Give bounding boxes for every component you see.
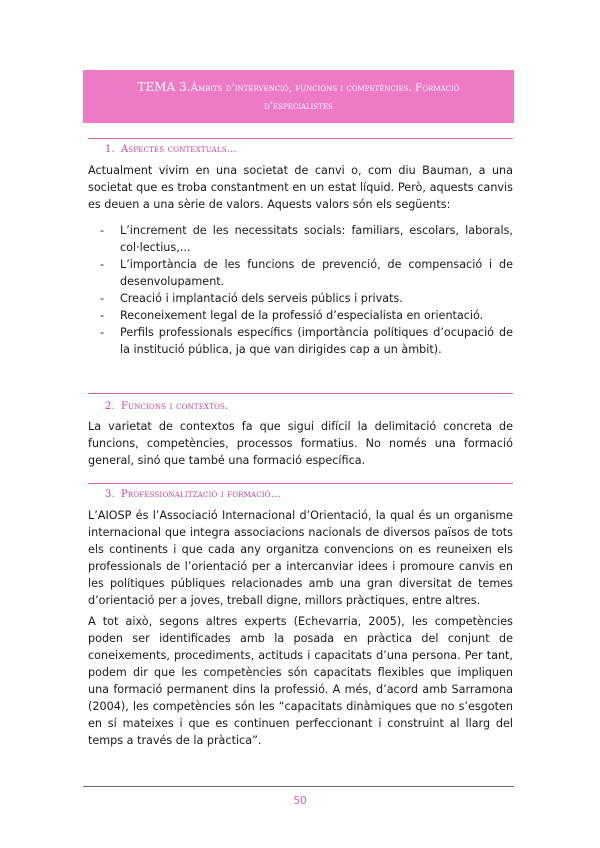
section-2-paragraph: La varietat de contextos fa que sigui difícil la delimitació concreta de funcions, competències, processos formatius. No només una formació general, sinó que també una formació específica.: [88, 420, 513, 467]
section-1-title: Aspectes contextuals…: [120, 144, 237, 155]
list-dash: -: [100, 326, 105, 339]
section-3-rule: [88, 483, 513, 484]
footer-rule: [83, 786, 514, 787]
section-3-title: Professionalització i formació…: [120, 489, 281, 500]
section-2-rule: [88, 393, 513, 394]
section-2-heading: [105, 401, 228, 412]
list-item: - L’increment de les necessitats socials: familiars, escolars, laborals, col·lectius,...: [100, 224, 513, 254]
section-1-rule: [88, 138, 513, 139]
section-3-number: 3.: [105, 489, 115, 500]
section-2-title: Funcions i contextos.: [120, 401, 229, 412]
section-3-heading: [105, 489, 281, 500]
chapter-title-line-1: [83, 78, 514, 97]
section-3-paragraph-1: L’AIOSP és l’Associació Internacional d’Orientació, la qual és un organisme internacional que integra associacions nacionals de diversos països de tots els continents i que cada any organitza convencions on es reuneixen els professionals de l’orientació per a intercanviar idees i promoure canvis en les polítiques públiques relacionades amb una gran diversitat de temes d’orientació per a joves, treball digne, millors pràctiques, entre altres.: [88, 509, 513, 607]
chapter-title-banner: [83, 70, 514, 123]
list-dash: -: [100, 224, 105, 237]
list-item: - Reconeixement legal de la professió d’especialista en orientació.: [100, 309, 484, 322]
intro-paragraph: Actualment vivim en una societat de canvi o, com diu Bauman, a una societat que es troba constantment en un estat líquid. Però, aquests canvis es deuen a una sèrie de valors. Aquests valors són els següents:: [88, 164, 513, 211]
values-list: [100, 222, 513, 358]
list-item: - Perfils professionals específics (importància polítiques d’ocupació de la institució pública, ja que van dirigides cap a un àmbit).: [100, 326, 513, 356]
chapter-title-line-2: d’especialistes: [264, 100, 333, 112]
list-dash: -: [100, 309, 105, 322]
list-item: - L’importància de les funcions de prevenció, de compensació i de desenvolupament.: [100, 258, 513, 288]
chapter-title-text: Àmbits d’intervenció, funcions i competències. Formació: [190, 82, 460, 94]
list-dash: -: [100, 292, 105, 305]
list-item: - Creació i implantació dels serveis públics i privats.: [100, 292, 403, 305]
section-1-heading: [105, 144, 237, 155]
chapter-number: TEMA 3.: [137, 80, 191, 94]
section-2-number: 2.: [105, 401, 115, 412]
list-dash: -: [100, 258, 105, 271]
page-number: 50: [293, 795, 307, 807]
section-1-number: 1.: [105, 144, 115, 155]
section-3-paragraph-2: A tot això, segons altres experts (Echevarria, 2005), les competències poden ser identificades amb la posada en pràctica del conjunt de coneixements, procediments, actituds i capacitats d’una persona. Per tant, podem dir que les competències són capacitats flexibles que impliquen una formació permanent dins la professió. A més, d’acord amb Sarramona (2004), les competències són les “capacitats dinàmiques que no s’esgoten en sí mateixes i que es continuen perfeccionant i construint al llarg del temps a través de la pràctica”.: [88, 615, 513, 747]
